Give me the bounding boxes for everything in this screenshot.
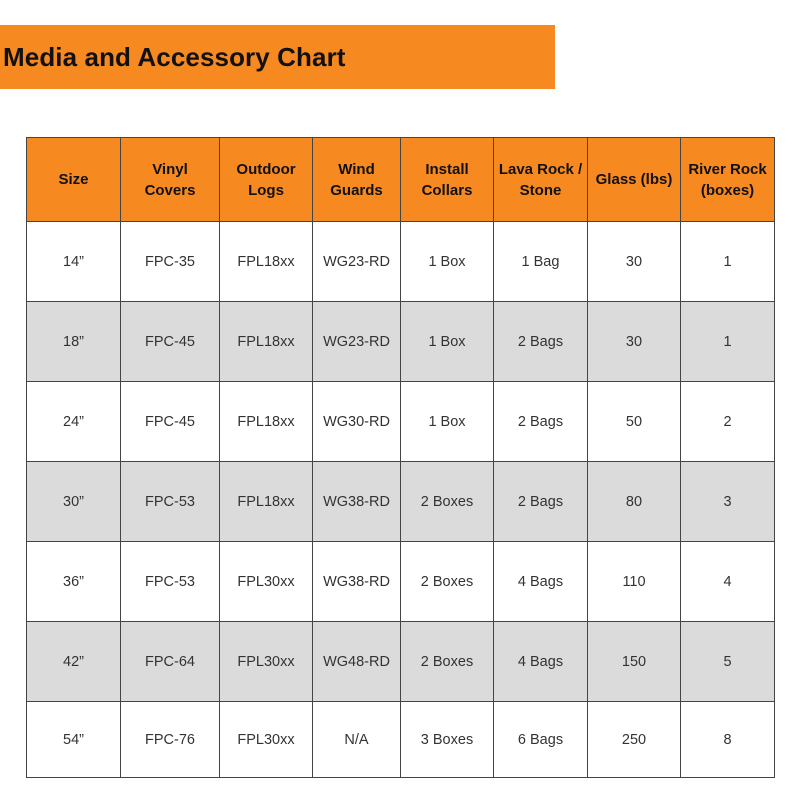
- table-cell-lava-rock-stone: 2 Bags: [494, 302, 588, 382]
- table-body: [27, 222, 775, 778]
- table-cell-vinyl-covers: FPC-35: [121, 222, 220, 302]
- table-cell-vinyl-covers: FPC-45: [121, 382, 220, 462]
- table-cell-glass-lbs: 30: [588, 302, 681, 382]
- table-cell-install-collars: 1 Box: [401, 302, 494, 382]
- media-accessory-table: [26, 137, 775, 778]
- table-cell-outdoor-logs: FPL18xx: [220, 382, 313, 462]
- column-header-text: Outdoor: [236, 160, 296, 178]
- table-cell-vinyl-covers: FPC-76: [121, 702, 220, 778]
- column-header-text: Lava Rock /: [498, 160, 583, 178]
- column-header-text: River Rock: [688, 160, 767, 178]
- table-cell-size: 54”: [27, 702, 121, 778]
- column-header-text: Install: [425, 160, 469, 178]
- table-cell-glass-lbs: 30: [588, 222, 681, 302]
- column-header-text: (boxes): [700, 181, 755, 199]
- table-row: [27, 462, 775, 542]
- column-header-glass-lbs: [588, 138, 681, 222]
- table-cell-wind-guards: WG38-RD: [313, 462, 401, 542]
- column-header-wind-guards: [313, 138, 401, 222]
- column-header-text: Logs: [248, 181, 284, 199]
- table-cell-river-rock-boxes: 2: [681, 382, 775, 462]
- table-cell-outdoor-logs: FPL18xx: [220, 302, 313, 382]
- table-cell-outdoor-logs: FPL18xx: [220, 222, 313, 302]
- table-cell-size: 30”: [27, 462, 121, 542]
- column-header-text: Vinyl: [152, 160, 188, 178]
- table-cell-glass-lbs: 150: [588, 622, 681, 702]
- table-cell-wind-guards: WG23-RD: [313, 302, 401, 382]
- column-header-river-rock-boxes: [681, 138, 775, 222]
- column-header-install-collars: [401, 138, 494, 222]
- table-cell-river-rock-boxes: 1: [681, 302, 775, 382]
- table-row: [27, 382, 775, 462]
- table-row: [27, 622, 775, 702]
- column-header-size: [27, 138, 121, 222]
- table-row: [27, 222, 775, 302]
- table-cell-glass-lbs: 80: [588, 462, 681, 542]
- table-cell-river-rock-boxes: 1: [681, 222, 775, 302]
- table-cell-vinyl-covers: FPC-53: [121, 462, 220, 542]
- table-cell-river-rock-boxes: 8: [681, 702, 775, 778]
- table-cell-size: 36”: [27, 542, 121, 622]
- table-cell-wind-guards: WG30-RD: [313, 382, 401, 462]
- table-cell-outdoor-logs: FPL30xx: [220, 702, 313, 778]
- table-cell-install-collars: 3 Boxes: [401, 702, 494, 778]
- column-header-text: Wind: [338, 160, 375, 178]
- column-header-text: Guards: [330, 181, 383, 199]
- table-cell-lava-rock-stone: 1 Bag: [494, 222, 588, 302]
- table-cell-glass-lbs: 250: [588, 702, 681, 778]
- column-header-lava-rock-stone: [494, 138, 588, 222]
- table-cell-outdoor-logs: FPL30xx: [220, 542, 313, 622]
- column-header-vinyl-covers: [121, 138, 220, 222]
- column-header-text: Covers: [144, 181, 196, 199]
- table-cell-wind-guards: WG38-RD: [313, 542, 401, 622]
- table-row: [27, 302, 775, 382]
- table-cell-glass-lbs: 110: [588, 542, 681, 622]
- table-row: [27, 542, 775, 622]
- table-cell-glass-lbs: 50: [588, 382, 681, 462]
- column-header-outdoor-logs: [220, 138, 313, 222]
- table-cell-outdoor-logs: FPL18xx: [220, 462, 313, 542]
- table-cell-outdoor-logs: FPL30xx: [220, 622, 313, 702]
- column-header-text: Size: [58, 171, 89, 188]
- table-row: [27, 702, 775, 778]
- title-banner: [0, 25, 555, 89]
- table-cell-lava-rock-stone: 2 Bags: [494, 462, 588, 542]
- table-cell-size: 18”: [27, 302, 121, 382]
- table-cell-lava-rock-stone: 4 Bags: [494, 622, 588, 702]
- table-cell-vinyl-covers: FPC-45: [121, 302, 220, 382]
- table-cell-vinyl-covers: FPC-53: [121, 542, 220, 622]
- table-cell-lava-rock-stone: 4 Bags: [494, 542, 588, 622]
- table-cell-lava-rock-stone: 6 Bags: [494, 702, 588, 778]
- table-cell-size: 24”: [27, 382, 121, 462]
- table-header-row: [27, 138, 775, 222]
- table-cell-river-rock-boxes: 3: [681, 462, 775, 542]
- table-cell-size: 14”: [27, 222, 121, 302]
- table-cell-river-rock-boxes: 5: [681, 622, 775, 702]
- column-header-text: Collars: [421, 181, 473, 199]
- table-cell-install-collars: 2 Boxes: [401, 542, 494, 622]
- table-cell-size: 42”: [27, 622, 121, 702]
- table-cell-wind-guards: WG23-RD: [313, 222, 401, 302]
- table-cell-lava-rock-stone: 2 Bags: [494, 382, 588, 462]
- table-cell-install-collars: 1 Box: [401, 222, 494, 302]
- column-header-text: Glass (lbs): [595, 171, 673, 188]
- table-cell-install-collars: 1 Box: [401, 382, 494, 462]
- table-cell-vinyl-covers: FPC-64: [121, 622, 220, 702]
- table-cell-river-rock-boxes: 4: [681, 542, 775, 622]
- column-header-text: Stone: [519, 181, 562, 199]
- table-cell-wind-guards: N/A: [313, 702, 401, 778]
- table-cell-install-collars: 2 Boxes: [401, 622, 494, 702]
- table-cell-install-collars: 2 Boxes: [401, 462, 494, 542]
- table-cell-wind-guards: WG48-RD: [313, 622, 401, 702]
- page-title: Media and Accessory Chart: [3, 41, 346, 72]
